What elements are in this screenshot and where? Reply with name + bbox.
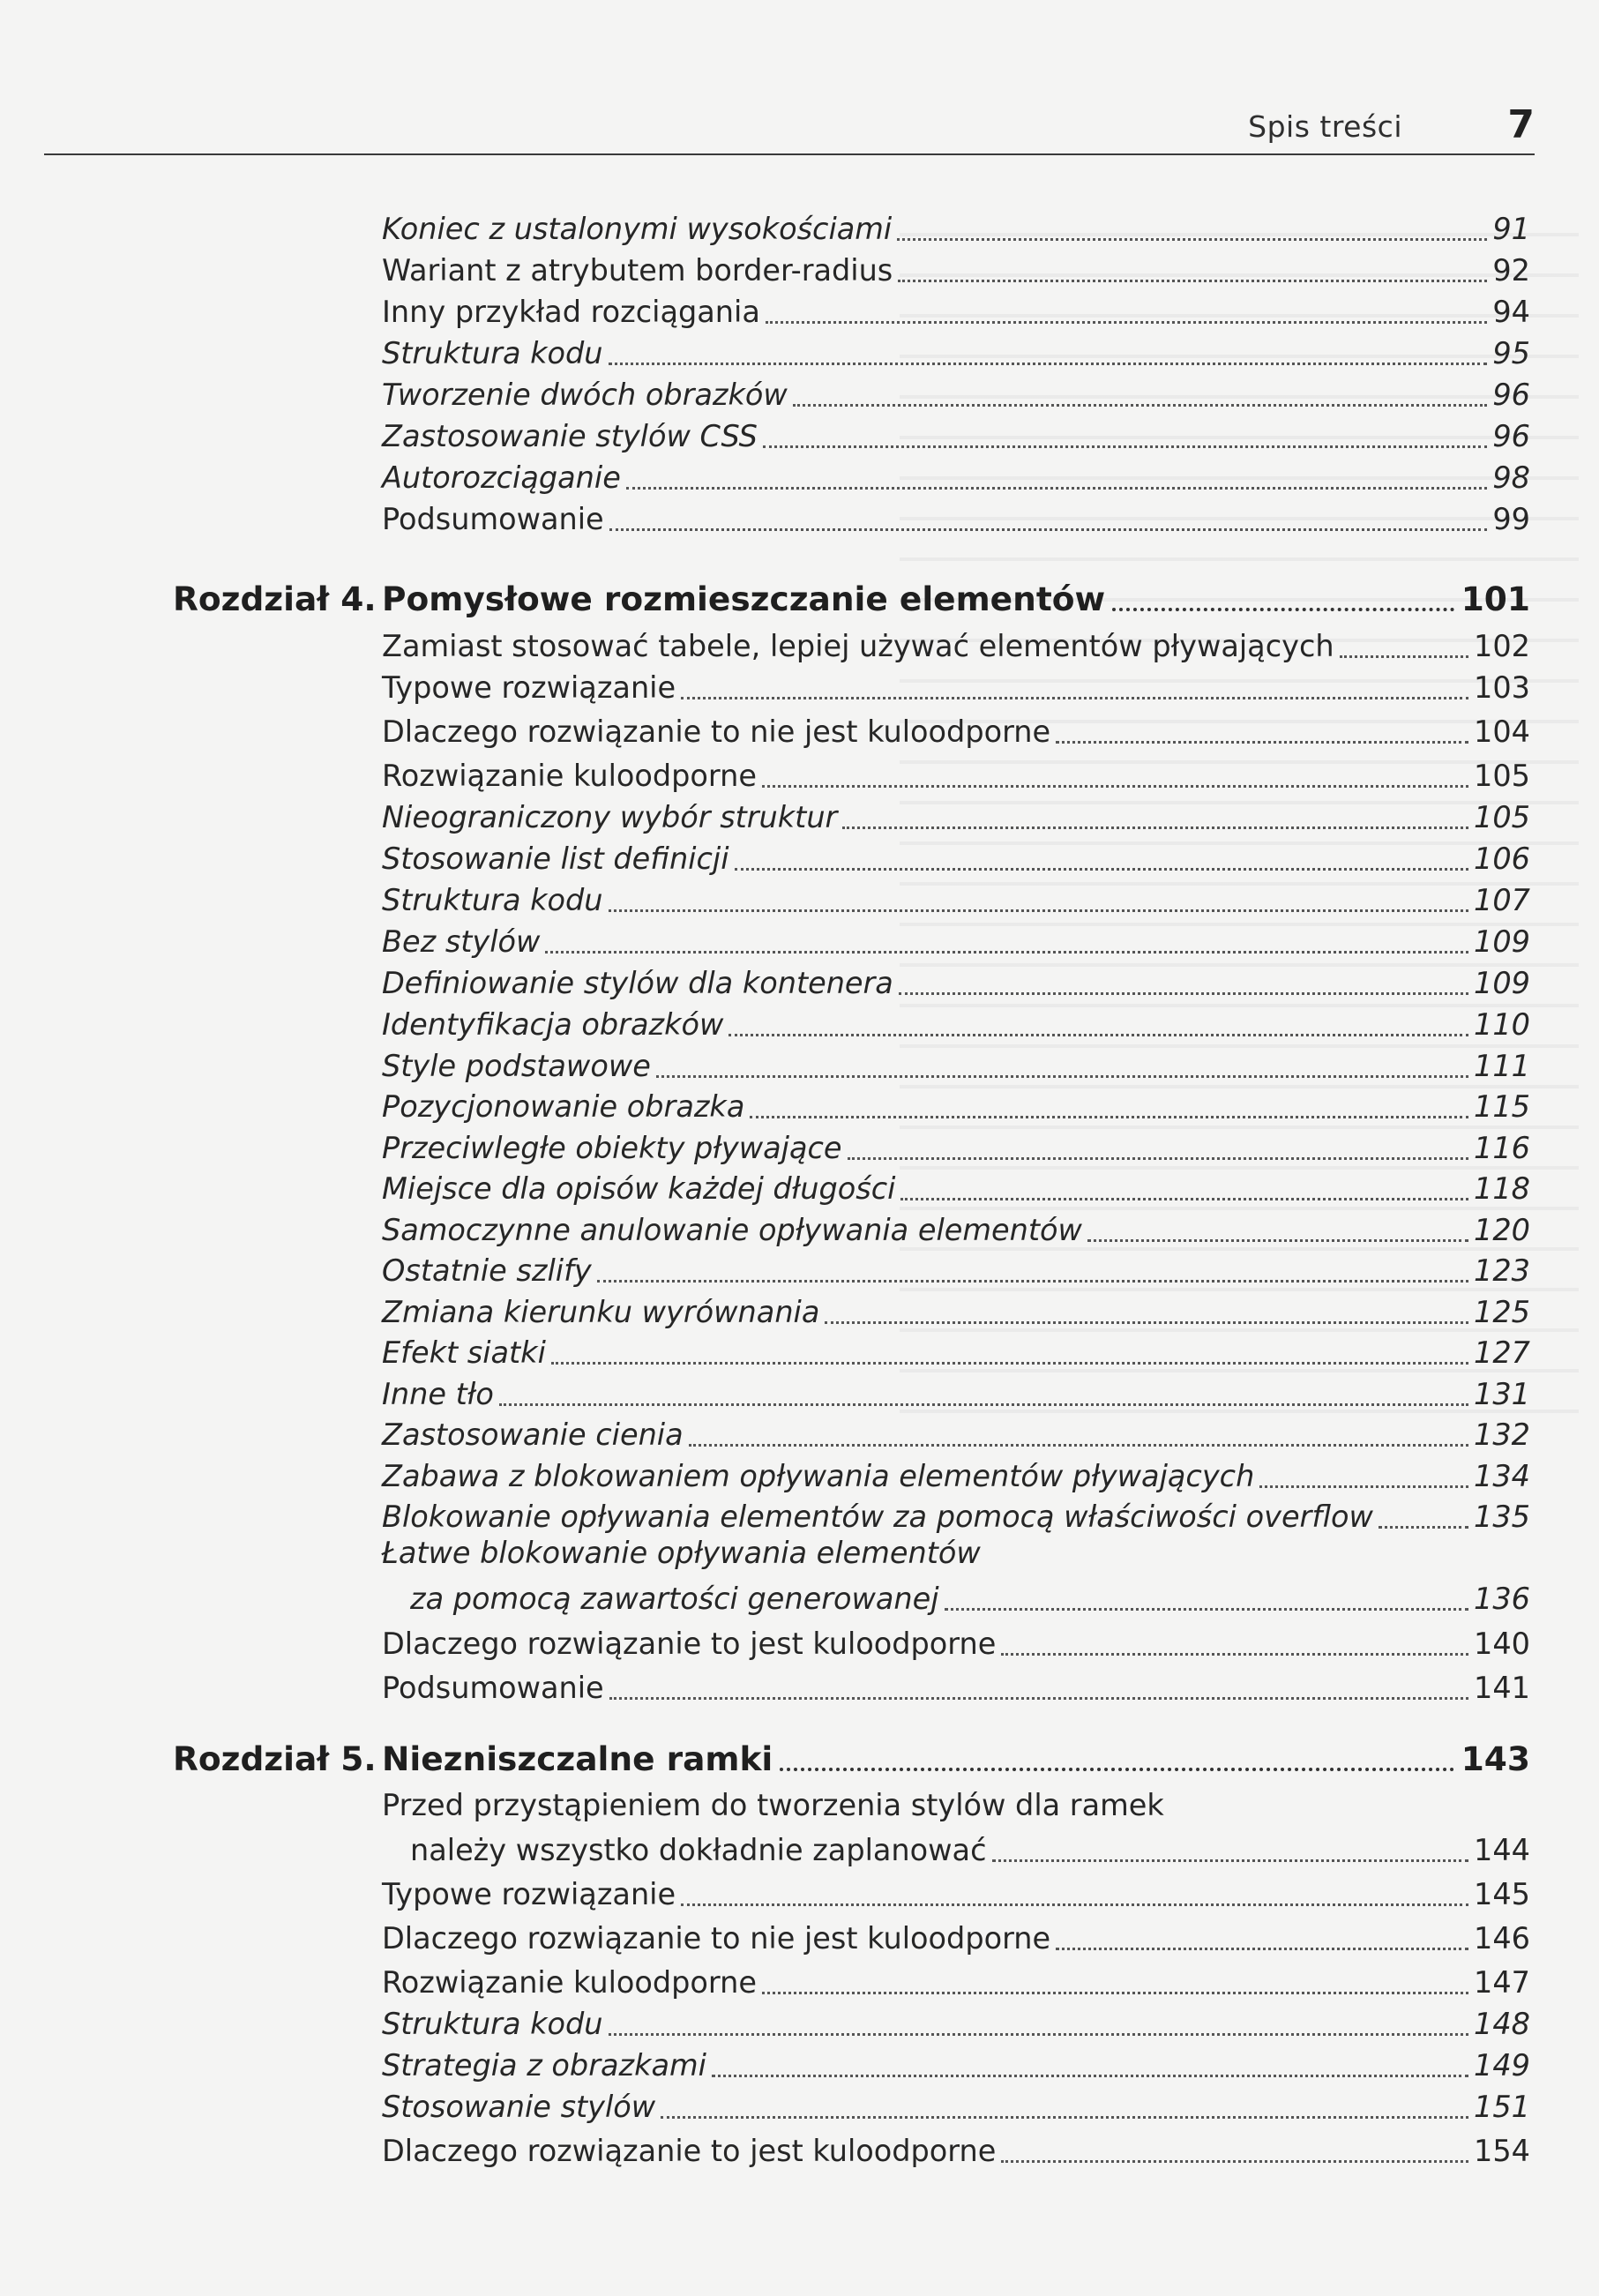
toc-entry[interactable]: za pomocą zawartości generowanej 136 [410, 1582, 1530, 1617]
toc-entry[interactable]: Inny przykład rozciągania 94 [382, 295, 1530, 330]
toc-entry[interactable]: Definiowanie stylów dla kontenera 109 [382, 966, 1530, 1001]
toc-entry[interactable]: Struktura kodu 95 [382, 336, 1530, 371]
toc-entry[interactable]: Podsumowanie 141 [382, 1671, 1530, 1706]
toc-entry[interactable]: Stosowanie stylów 151 [382, 2090, 1530, 2125]
toc-entry[interactable]: Koniec z ustalonymi wysokościami 91 [382, 212, 1530, 247]
toc-entry-first-line[interactable]: Łatwe blokowanie opływania elementów [382, 1536, 981, 1570]
toc-entry[interactable]: Przeciwległe obiekty pływające 116 [382, 1131, 1530, 1166]
chapter-4-heading[interactable]: Rozdział 4. Pomysłowe rozmieszczanie elementów 101 [173, 580, 1530, 618]
toc-entry[interactable]: Identyfikacja obrazków 110 [382, 1007, 1530, 1043]
toc-entry[interactable]: Pozycjonowanie obrazka 115 [382, 1089, 1530, 1125]
toc-entry[interactable]: Bez stylów 109 [382, 924, 1530, 960]
toc-entry[interactable]: Zastosowanie cienia 132 [382, 1417, 1530, 1453]
toc-entry[interactable]: Podsumowanie 99 [382, 502, 1530, 537]
toc-entry[interactable]: Dlaczego rozwiązanie to jest kuloodporne 140 [382, 1627, 1530, 1662]
toc-entry-first-line[interactable]: Przed przystąpieniem do tworzenia stylów dla ramek [382, 1788, 1164, 1822]
toc-entry[interactable]: Dlaczego rozwiązanie to nie jest kuloodporne 104 [382, 714, 1530, 750]
section-title: Spis treści [1248, 109, 1402, 144]
toc-entry[interactable]: należy wszystko dokładnie zaplanować 144 [410, 1833, 1530, 1868]
toc-entry[interactable]: Struktura kodu 148 [382, 2007, 1530, 2042]
toc-entry[interactable]: Typowe rozwiązanie 103 [382, 670, 1530, 706]
toc-entry[interactable]: Ostatnie szlify 123 [382, 1253, 1530, 1289]
toc-entry[interactable]: Rozwiązanie kuloodporne 147 [382, 1965, 1530, 2001]
toc-entry[interactable]: Wariant z atrybutem border-radius 92 [382, 253, 1530, 288]
page-number: 7 [1507, 102, 1535, 147]
toc-entry[interactable]: Strategia z obrazkami 149 [382, 2048, 1530, 2083]
toc-entry[interactable]: Tworzenie dwóch obrazków 96 [382, 378, 1530, 413]
chapter-5-heading[interactable]: Rozdział 5. Niezniszczalne ramki 143 [173, 1739, 1530, 1778]
toc-entry[interactable]: Dlaczego rozwiązanie to nie jest kuloodporne 146 [382, 1921, 1530, 1956]
toc-entry[interactable]: Rozwiązanie kuloodporne 105 [382, 759, 1530, 794]
toc-entry[interactable]: Zamiast stosować tabele, lepiej używać elementów pływających 102 [382, 629, 1530, 664]
toc-entry[interactable]: Samoczynne anulowanie opływania elementów 120 [382, 1213, 1530, 1248]
toc-entry[interactable]: Zastosowanie stylów CSS 96 [382, 419, 1530, 454]
toc-entry[interactable]: Dlaczego rozwiązanie to jest kuloodporne 154 [382, 2134, 1530, 2169]
toc-entry[interactable]: Efekt siatki 127 [382, 1335, 1530, 1371]
toc-entry[interactable]: Nieograniczony wybór struktur 105 [382, 800, 1530, 835]
toc-entry[interactable]: Zabawa z blokowaniem opływania elementów pływających 134 [382, 1459, 1530, 1494]
toc-entry[interactable]: Blokowanie opływania elementów za pomocą właściwości overflow 135 [382, 1500, 1530, 1535]
toc-entry[interactable]: Zmiana kierunku wyrównania 125 [382, 1295, 1530, 1330]
toc-entry[interactable]: Autorozciąganie 98 [382, 460, 1530, 496]
toc-entry[interactable]: Miejsce dla opisów każdej długości 118 [382, 1171, 1530, 1207]
toc-entry[interactable]: Stosowanie list definicji 106 [382, 841, 1530, 877]
toc-entry[interactable]: Typowe rozwiązanie 145 [382, 1877, 1530, 1912]
toc-entry[interactable]: Style podstawowe 111 [382, 1049, 1530, 1084]
toc-entry[interactable]: Struktura kodu 107 [382, 883, 1530, 918]
toc-entry[interactable]: Inne tło 131 [382, 1377, 1530, 1412]
